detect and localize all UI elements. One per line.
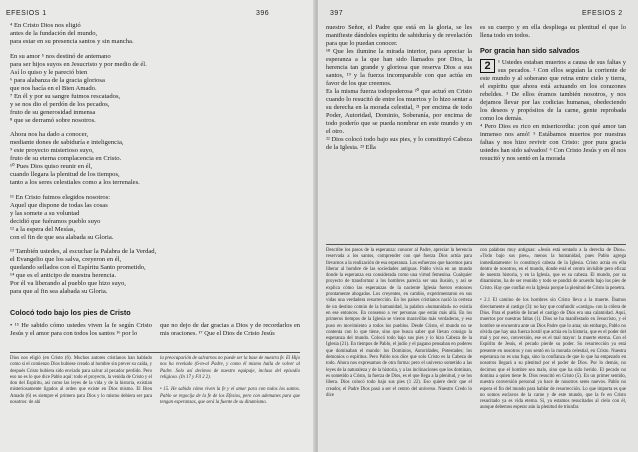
verse-block: Ahora nos ha dado a conocer, mediante dones de sabiduría e inteligencia, ⁹ este proyecto misterioso suyo, fruto de su eterna complacencia en Cristo. ¹⁰ Pues Dios quiso reunir en él, cuando llegara la plenitud de los tiempos, tanto a los seres celestiales como a los terrenales. <box>10 131 140 186</box>
body-column <box>480 24 626 163</box>
footnote: Dios nos eligió (en Cristo (6). Muchos autores cristianos han hablado como si el comienzo Dios hubiese creado al hombre sin prever su caída, y después Cristo hubiera sido enviado para salvar al pecador perdido. Pero eso no es lo que dice Pablo aquí: todo el proyecto, la venida de Cristo y el don del Espíritu, así como las leyes de la vida y de la historia, existían misteriosamente ligados al orden que existe en Dios mismo. El Bien Amado (6) es siempre el primero para Dios y lo mismo debiera ser para nosotros: de ahí <box>10 356 152 406</box>
verse-block: ¹¹ En Cristo fuimos elegidos nosotros: Aquel que dispone de todas las cosas y las somete a su voluntad decidió que fuéramos pueblo suyo ¹² a la espera del Mesías, con el fin de que sea alabada su Gloria. <box>10 194 114 241</box>
footnote: Describe los pasos de la esperanza: conocer al Padre, apreciar la herencia reservada a los santos, comprender con qué fuerza Dios actúa para llevarnos a la realización de esa esperanza. Los esfuerzos que hacemos para liberar al hombre de las sociedades antiguas. Pablo vivía en un mundo donde la esperanza era considerada como una virtud femenina. Cualquier proyecto de transformar a los hombres parecía ser una ilusión, y así se explica cómo las esperanzas de la naciente Iglesia fueron entonces prontamente ahogadas. Los creyentes, en cambio, experimentaron en sus vidas una verdadera resurrección. En los países cristianos nació la certeza de un destino común de la humanidad, la palabra «humanidad» no existía en ese entonces. En consenso a ver personas que están más allá. En los primeros tiempos de la Iglesia se vieron maravillas más verdaderas, y eso puso en movimiento a todos los pueblos. Desde Cristo, el mundo no se contenta con lo que tiene, sino que busca saber qué llevan consigo la esperanza del mundo. Colocó todo bajo sus pies y lo hizo Cabeza de la Iglesia (21). En tiempos de Pablo, el judío y el pagano pensaban en poderes que dominaban el mundo: los Dominios, Autoridades, Potestades; los demonios o espíritus. Pero Pablo nos dice que solo Cristo es la Cabeza de todo. Ahora nos expresamos de otra forma: pero el universo sometido a las leyes de la naturaleza y de la historia, y a las inclinaciones que los dominan, es sometido a Cristo, la fuerza de Dios, es el que llega a la plenitud, y se los libera. Dios colocó todo bajo sus pies (1 22). Eso quiere decir que el creador, el Padre Dios pasó a ser el centro del universo. Nuestro Credo lo dice <box>326 248 472 398</box>
verse-block: En su amor ⁵ nos destinó de antemano para ser hijos suyos en Jesucristo y por medio de él. Así lo quiso y le pareció bien ⁶ para alabanza de la gracia gloriosa que nos hacía en el Bien Amado. ⁷ En él y por su sangre fuimos rescatados, y se nos dio el perdón de los pecados, fruto de su generosidad inmensa ⁸ que se derramó sobre nosotros. <box>10 53 147 124</box>
body-column: que no dejo de dar gracias a Dios y de recordarlos en mis oraciones. ¹⁷ Que el Dios de Cristo Jesús <box>160 322 300 337</box>
body-paragraph: es su cuerpo y en ella despliega su plenitud el que lo llena todo en todos. <box>480 24 626 39</box>
verse-block: ¹³ También ustedes, al escuchar la Palabra de la Verdad, el Evangelio que los salva, creyeron en él, quedando sellados con el Espíritu Santo prometido, ¹⁴ que es el anticipo de nuestra herencia. Por él va liberando al pueblo que hizo suyo, para que al fin sea alabada su Gloria. <box>10 248 157 295</box>
footnote: con palabras muy antiguas: «Jesús está sentado a la derecha de Dios». «Todo bajo sus pies», menos la humanidad, pues Pablo agrega inmediatamente: lo constituyó cabeza de la Iglesia. Cristo actúa en ella dentro de nosotros, en el mundo, donde está el centro invisible pero eficaz de nuestra historia, y en la Iglesia, que es su cabeza. El mundo, por su dinamismo, ha de ser reunido y todo se pondrá de acuerdo bajo los pies de Cristo. Hay que confiar en la Iglesia porque la plenitud de Cristo la penetra. • 2.1 El camino de los hombres sin Cristo lleva a la muerte. Íbamos directamente al castigo (3): no hay que confundir «castigo» con la cólera de Dios. Para el pueblo de Israel el castigo de Dios era una calamidad. Aquí, muertos por nuestras faltas (1). Dios se ha manifestado en Jesucristo, y el hombre se encuentra ante un Dios Padre que lo ama; sin embargo, Pablo no olvida que hay una fuerza hostil que actúa en la historia, que es el poder del mal y por eso, conversión, ese es el mal mayor: la muerte eterna. Con el Espíritu de Jesús, el pecado pierde su poder. Su resurrección ya está presente en nosotros y nos sentó en la morada celestial, en Cristo. Nuestra esperanza no es una fuga, sino la confianza de que lo que ha empezado en nosotros llegará a su plenitud por el poder de Dios. Por lo demás, no decimos que el hombre sea malo, sino que ha sido herido. El pecado no domina a quien tiene fe. Dios resucitó en Cristo (5). En un primer sentido, nuestra conversión personal ya hace de nosotros seres nuevos. Pablo no espera el fin del mundo para hablar de resurrección. Lo que importa es que no somos esclavos de la carne y de este mundo, que la fe en Cristo resucitado ya es vida eterna. Sí, ya estamos resucitados al cielo con él, aunque debemos esperar aún la plenitud de triunfar. <box>480 248 626 411</box>
section-heading: Por gracia han sido salvados <box>480 46 580 55</box>
section-heading: Colocó todo bajo los pies de Cristo <box>10 308 131 317</box>
body-column: nuestro Señor, el Padre que está en la gloria, se les manifieste dándoles espíritu de sabiduría y de revelación para que lo puedan conocer. ¹⁸ Que les ilumine la mirada interior, para apreciar la esperanza a la que han sido llamados por Dios, la herencia tan grande y gloriosa que reserva Dios a sus santos, ¹⁹ y la fuerza incomparable con que actúa en favor de los que creemos. Es la misma fuerza todopoderosa ²⁰ que actuó en Cristo cuando lo resucitó de entre los muertos y lo hizo sentar a su derecha en la morada celestial, ²¹ por encima de todo Poder, Autoridad, Dominio, Soberanía, por encima de todo poderío que se pueda nombrar en este mundo y en el otro. ²² Dios colocó todo bajo sus pies, y lo constituyó Cabeza de la Iglesia. ²³ Ella <box>326 24 472 151</box>
left-page <box>0 0 316 452</box>
chapter-number: 2 <box>480 59 495 73</box>
running-header: EFESIOS 2 <box>582 10 623 17</box>
verse-block: ⁴ En Cristo Dios nos eligió antes de la fundación del mundo, para estar en su presencia santos y sin mancha. <box>10 22 134 45</box>
footnote-divider <box>326 244 626 245</box>
running-header: EFESIOS 1 <box>6 10 47 17</box>
page-number: 397 <box>330 10 344 17</box>
chapter-text: ¹ Ustedes estaban muertos a causa de sus faltas y sus pecados. ² Con ellos seguían la corriente de este mundo y al soberano que reina entre cielo y tierra, el espíritu que ahora está actuando en los corazones rebeldes. ³ De ellos éramos también nosotros, y nos dejamos llevar por las codicias humanas, obedeciendo los deseos y propósitos de la carne, gente reprobada como los demás. ⁴ Pero Dios es rico en misericordia: ¡con qué amor tan inmenso nos amó! ⁵ Estábamos muertos por nuestras faltas y nos hizo revivir con Cristo: ¡por pura gracia ustedes han sido salvados! ⁶ Con Cristo Jesús y en él nos resucitó y nos sentó en la morada <box>480 59 626 162</box>
body-paragraph <box>480 59 626 163</box>
footnote: la preocupación de salvarnos no puede ser la base de nuestra fe. El Hijo nos ha revelado (6-m-al Padre, y como él mismo halla de volver al Padre. Solo así decimos de nuestro equipaje, incluso del episodio religioso. (In 17 y Fil 2 2). • 15. He sabido cómo viven la fe y el amor para con todos los santos. Pablo se regocija de la fe de los Efesios, pero con ademanes para que tengan esperanzas, que será la fuente de su dinamismo. <box>160 356 300 406</box>
footnote-divider <box>10 352 300 353</box>
right-page <box>318 0 638 452</box>
page-number: 396 <box>256 10 270 17</box>
body-column: • ¹⁵ He sabido cómo ustedes viven la fe según Cristo Jesús y el amor para con todos los santos ¹⁶ por lo <box>10 322 152 337</box>
